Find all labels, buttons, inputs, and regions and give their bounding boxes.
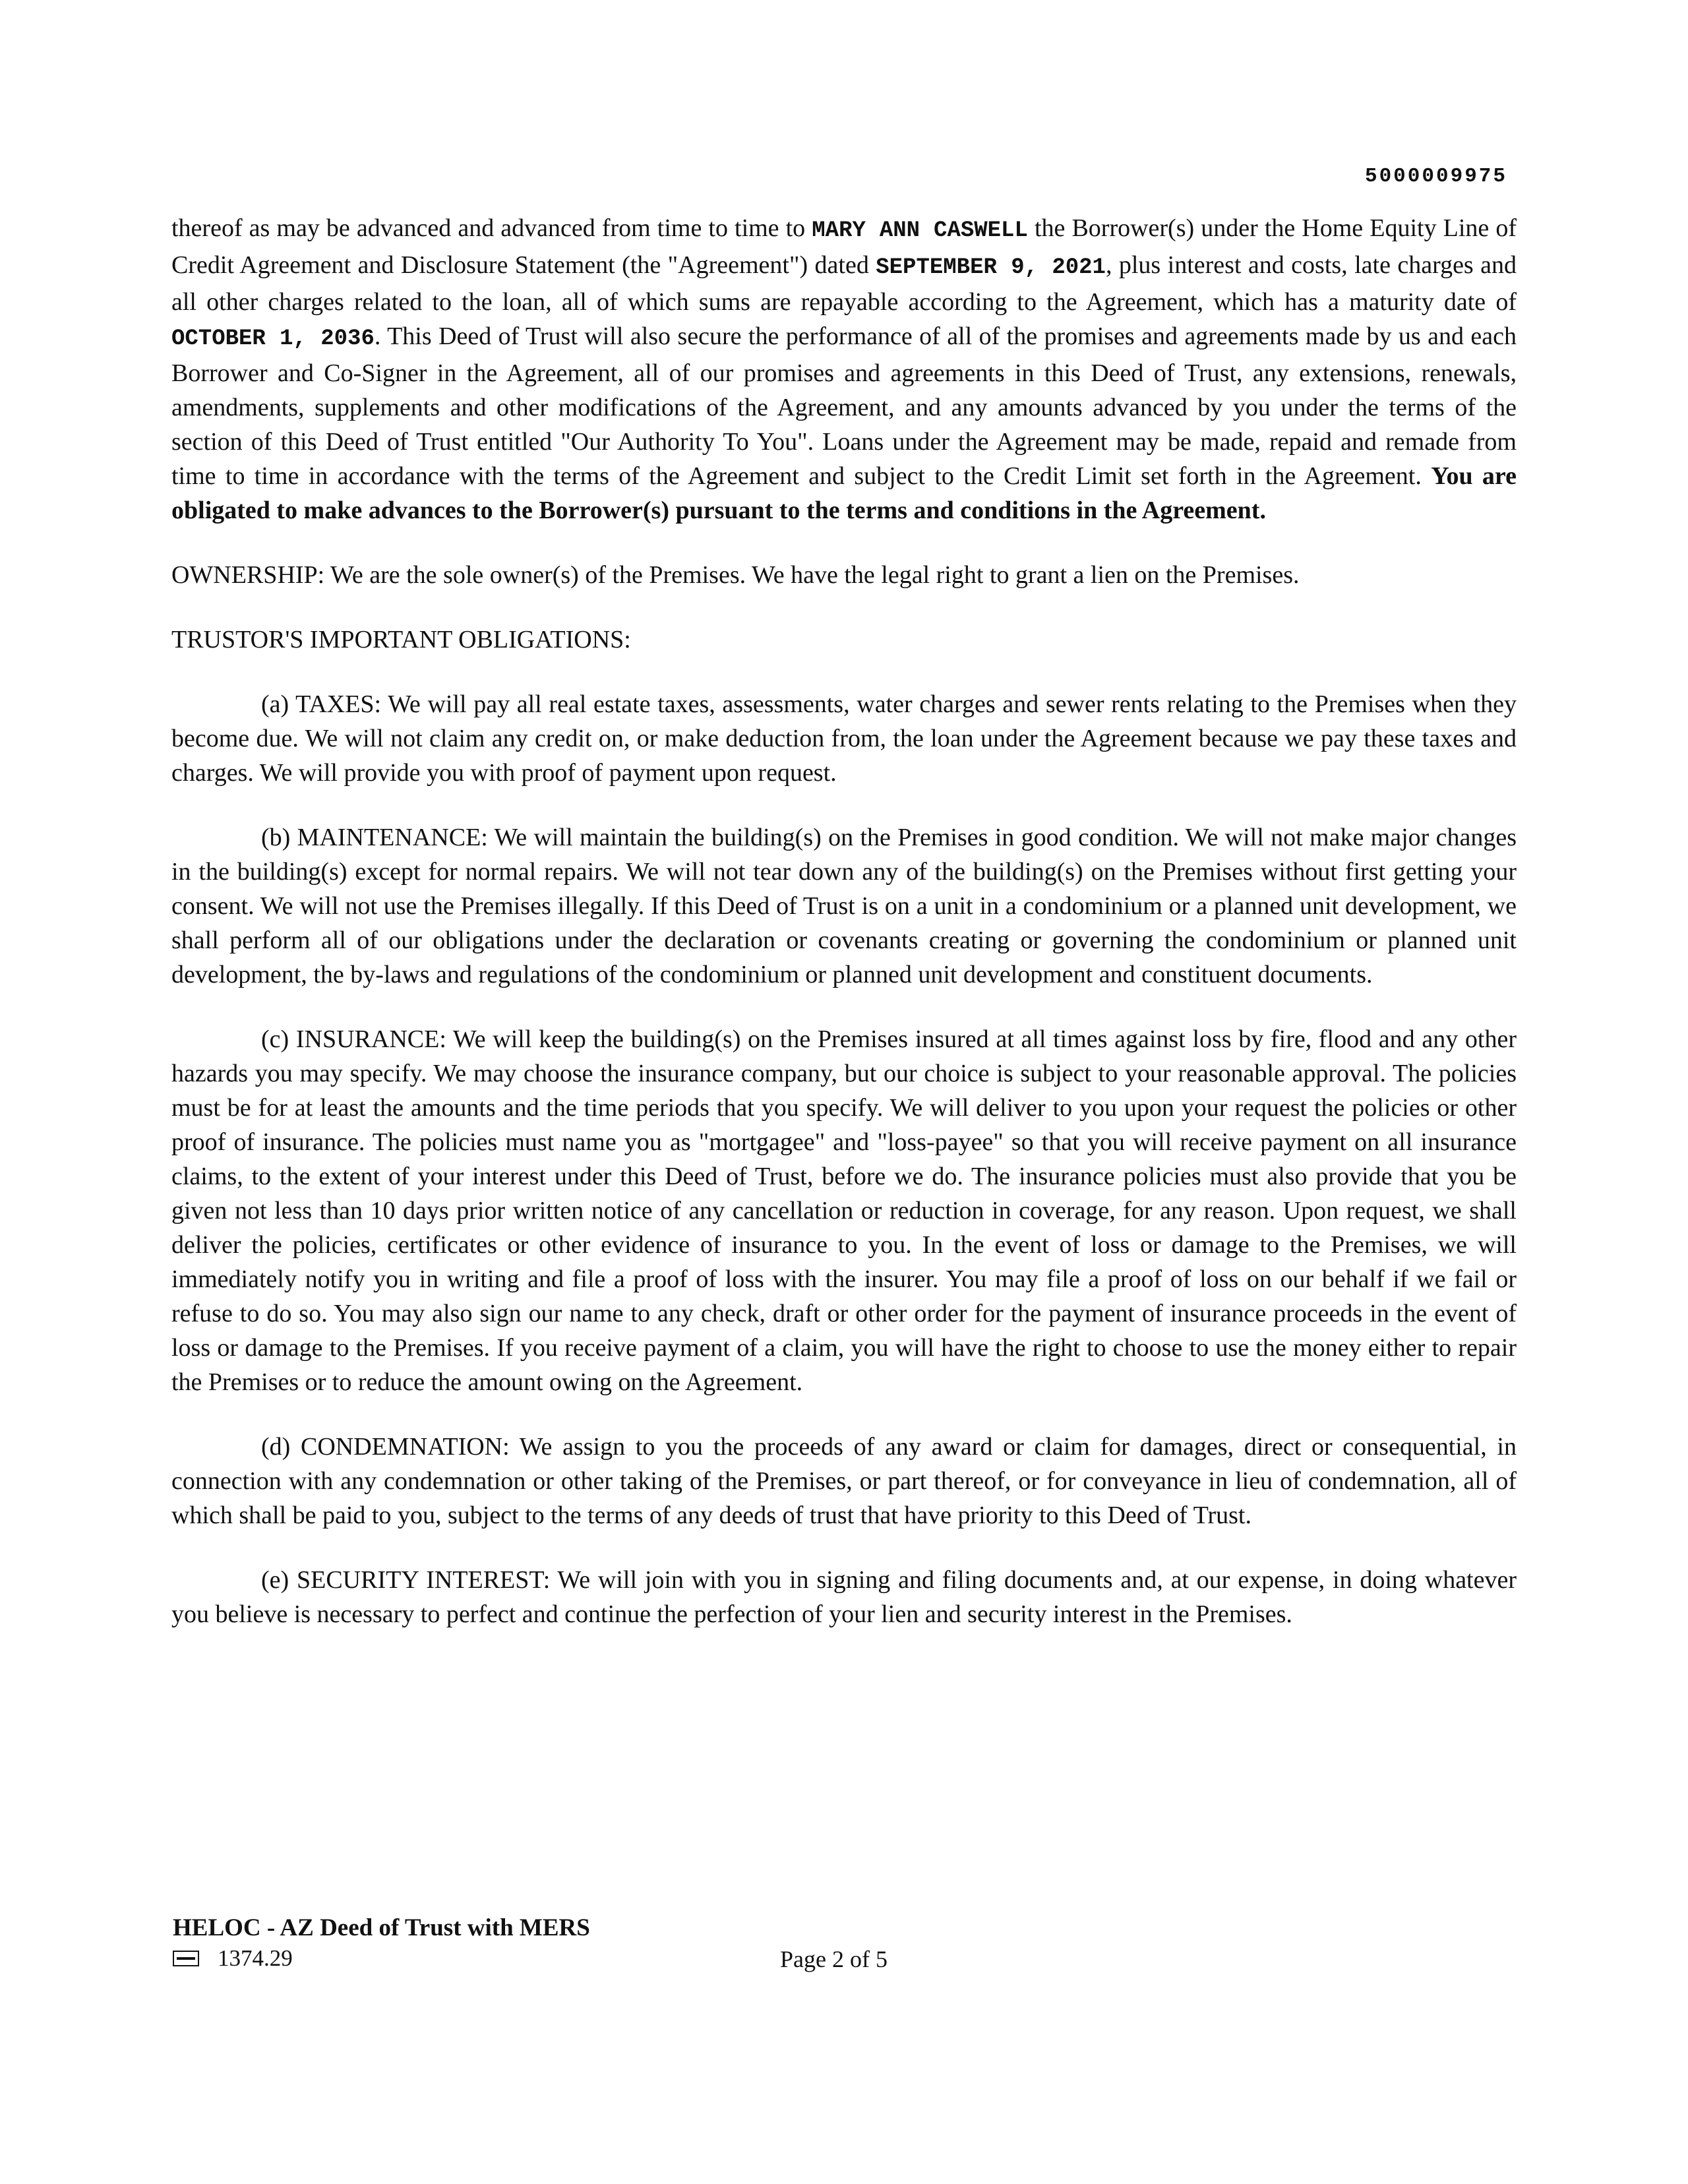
agreement-date: SEPTEMBER 9, 2021 <box>876 255 1106 280</box>
document-body <box>171 211 1517 1662</box>
form-code-icon <box>173 1951 199 1966</box>
intro-text-3: , plus interest and costs, late charges and all other charges related to the loan, all of which sums are repayable according to the Agreement, which has a maturity date of <box>171 251 1517 316</box>
form-code: 1374.29 <box>218 1945 293 1971</box>
taxes-paragraph: (a) TAXES: We will pay all real estate taxes, assessments, water charges and sewer rents relating to the Premises when they become due. We will not claim any credit on, or make deduction from, the loan under the Agreement because we pay these taxes and charges. We will provide you with proof of payment upon request. <box>171 690 1517 787</box>
insurance-paragraph: (c) INSURANCE: We will keep the building(s) on the Premises insured at all times against loss by fire, flood and any other hazards you may specify. We may choose the insurance company, but our choice is subject to your reasonable approval. The policies must be for at least the amounts and the time periods that you specify. We will deliver to you upon your request the policies or other proof of insurance. The policies must name you as "mortgagee" and "loss-payee" so that you will receive payment on all insurance claims, to the extent of your interest under this Deed of Trust, before we do. The insurance policies must also provide that you be given not less than 10 days prior written notice of any cancellation or reduction in coverage, for any reason. Upon request, we shall deliver the policies, certificates or other evidence of insurance to you. In the event of loss or damage to the Premises, we will immediately notify you in writing and file a proof of loss with the insurer. You may file a proof of loss on our behalf if we fail or refuse to do so. You may also sign our name to any check, draft or other order for the payment of insurance proceeds in the event of loss or damage to the Premises. If you receive payment of a claim, you will have the right to choose to use the money either to repair the Premises or to reduce the amount owing on the Agreement. <box>171 1025 1517 1396</box>
obligations-heading: TRUSTOR'S IMPORTANT OBLIGATIONS: <box>171 626 631 653</box>
form-title: HELOC - AZ Deed of Trust with MERS <box>173 1914 590 1941</box>
intro-text-2: the Borrower(s) under the Home Equity Line of Credit Agreement and Disclosure Statement (the "Agreement") dated <box>171 214 1517 279</box>
form-code-line <box>173 1945 293 1972</box>
borrower-name: MARY ANN CASWELL <box>812 218 1028 243</box>
maturity-date: OCTOBER 1, 2036 <box>171 326 375 351</box>
page-number: Page 2 of 5 <box>780 1946 888 1972</box>
loan-number: 5000009975 <box>1364 165 1507 188</box>
intro-paragraph <box>171 211 1517 528</box>
obligation-statement: You are obligated to make advances to the Borrower(s) pursuant to the terms and conditions in the Agreement. <box>171 462 1517 524</box>
maintenance-paragraph: (b) MAINTENANCE: We will maintain the building(s) on the Premises in good condition. We will not make major changes in the building(s) except for normal repairs. We will not tear down any of the building(s) on the Premises without first getting your consent. We will not use the Premises illegally. If this Deed of Trust is on a unit in a condominium or a planned unit development, we shall perform all of our obligations under the declaration or covenants creating or governing the condominium or planned unit development, the by-laws and regulations of the condominium or planned unit development and constituent documents. <box>171 824 1517 988</box>
intro-text-4: . This Deed of Trust will also secure the performance of all of the promises and agreements made by us and each Borrower and Co-Signer in the Agreement, all of our promises and agreements in this Deed of Trust, any extensions, renewals, amendments, supplements and other modifications of the Agreement, and any amounts advanced by you under the terms of the section of this Deed of Trust entitled "Our Authority To You". Loans under the Agreement may be made, repaid and remade from time to time in accordance with the terms of the Agreement and subject to the Credit Limit set forth in the Agreement. <box>171 322 1517 490</box>
condemnation-paragraph: (d) CONDEMNATION: We assign to you the proceeds of any award or claim for damages, direct or consequential, in connection with any condemnation or other taking of the Premises, or part thereof, or for conveyance in lieu of condemnation, all of which shall be paid to you, subject to the terms of any deeds of trust that have priority to this Deed of Trust. <box>171 1433 1517 1529</box>
ownership-paragraph: OWNERSHIP: We are the sole owner(s) of the Premises. We have the legal right to grant a lien on the Premises. <box>171 561 1300 589</box>
security-interest-paragraph: (e) SECURITY INTEREST: We will join with you in signing and filing documents and, at our expense, in doing whatever you believe is necessary to perfect and continue the perfection of your lien and security interest in the Premises. <box>171 1566 1517 1628</box>
intro-text-1: thereof as may be advanced and advanced from time to time to <box>171 214 812 242</box>
